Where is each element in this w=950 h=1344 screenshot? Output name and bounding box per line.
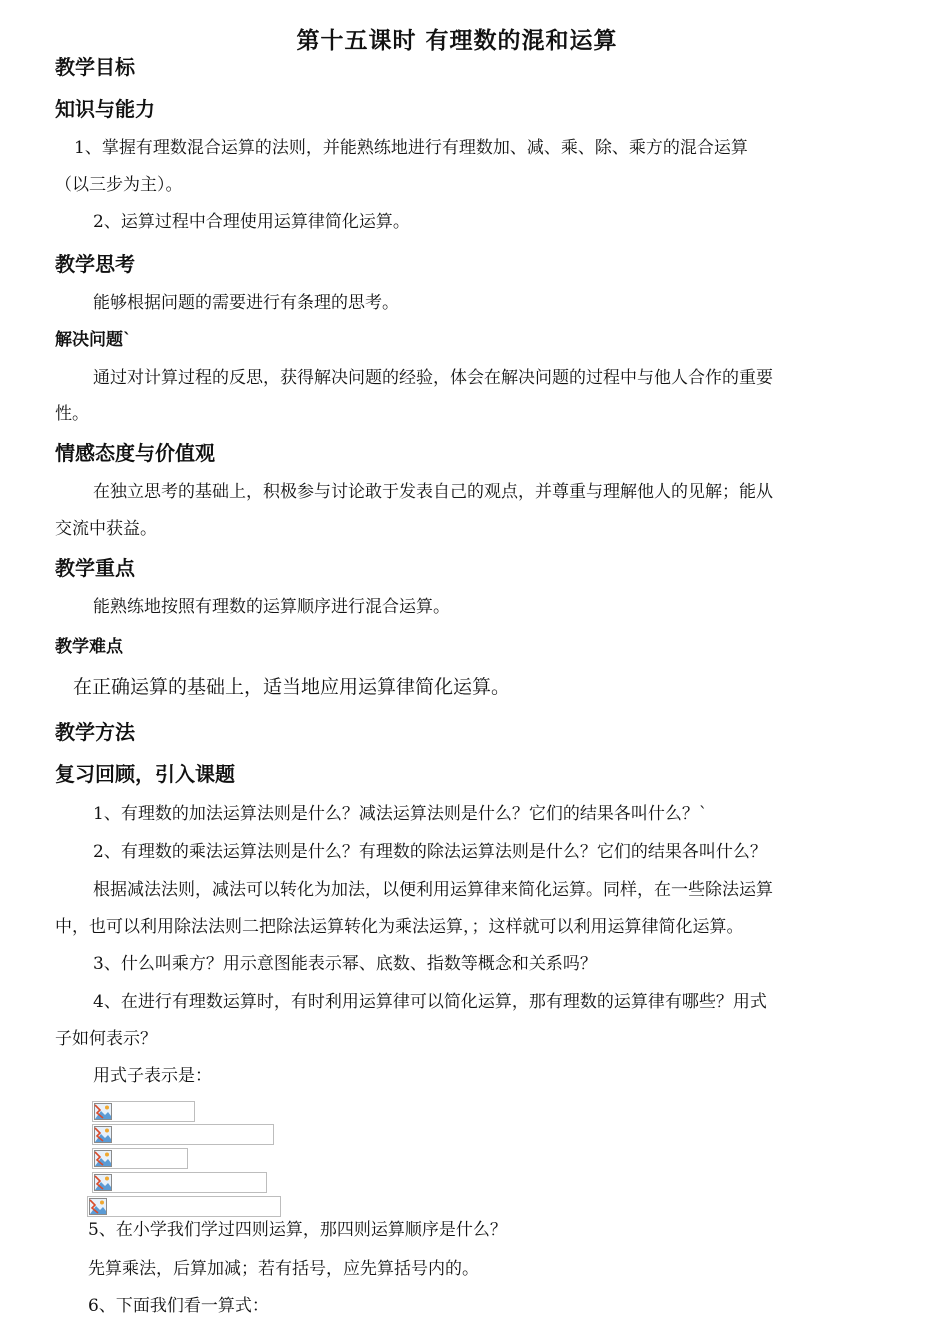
heading-difficulty: 教学难点 bbox=[55, 637, 123, 657]
broken-image-icon bbox=[94, 1174, 112, 1191]
heading-problem-solving: 解决问题` bbox=[55, 330, 132, 350]
heading-review: 复习回顾，引入课题 bbox=[55, 762, 235, 786]
paragraph-review-6: 6、下面我们看一算式： bbox=[88, 1296, 269, 1316]
paragraph-problem: 通过对计算过程的反思，获得解决问题的经验，体会在解决问题的过程中与他人合作的重要 bbox=[93, 368, 773, 388]
broken-image-icon bbox=[94, 1126, 112, 1143]
heading-objectives: 教学目标 bbox=[55, 55, 135, 79]
heading-knowledge: 知识与能力 bbox=[55, 97, 155, 121]
paragraph-review-5-answer: 先算乘法，后算加减；若有括号，应先算括号内的。 bbox=[88, 1259, 479, 1279]
paragraph-problem-cont: 性。 bbox=[55, 404, 89, 424]
paragraph-review-4-cont: 子如何表示？ bbox=[55, 1029, 157, 1049]
paragraph-knowledge-1-cont: （以三步为主）。 bbox=[55, 175, 183, 195]
paragraph-knowledge-1: 1、掌握有理数混合运算的法则，并能熟练地进行有理数加、减、乘、除、乘方的混合运算 bbox=[74, 138, 748, 158]
formula-image-2 bbox=[92, 1124, 274, 1145]
formula-image-1 bbox=[92, 1101, 195, 1122]
broken-image-icon bbox=[94, 1103, 112, 1120]
document-title: 第十五课时 有理数的混和运算 bbox=[296, 28, 618, 54]
paragraph-review-1: 1、有理数的加法运算法则是什么？减法运算法则是什么？它们的结果各叫什么？` bbox=[93, 804, 708, 824]
paragraph-thinking: 能够根据问题的需要进行有条理的思考。 bbox=[93, 293, 399, 313]
heading-method: 教学方法 bbox=[55, 720, 135, 744]
heading-emotion: 情感态度与价值观 bbox=[55, 441, 215, 465]
paragraph-review-5: 5、在小学我们学过四则运算，那四则运算顺序是什么？ bbox=[88, 1220, 507, 1240]
paragraph-emotion: 在独立思考的基础上，积极参与讨论敢于发表自己的观点，并尊重与理解他人的见解；能从 bbox=[93, 482, 773, 502]
paragraph-keypoints: 能熟练地按照有理数的运算顺序进行混合运算。 bbox=[93, 597, 450, 617]
heading-thinking: 教学思考 bbox=[55, 252, 135, 276]
paragraph-review-4-formula-intro: 用式子表示是： bbox=[93, 1066, 212, 1086]
broken-image-icon bbox=[94, 1150, 112, 1167]
paragraph-review-2-note-cont: 中，也可以利用除法法则二把除法运算转化为乘法运算，；这样就可以利用运算律简化运算。 bbox=[55, 917, 744, 937]
paragraph-emotion-cont: 交流中获益。 bbox=[55, 519, 157, 539]
paragraph-review-3: 3、什么叫乘方？用示意图能表示幂、底数、指数等概念和关系吗？ bbox=[93, 954, 597, 974]
paragraph-review-2: 2、有理数的乘法运算法则是什么？有理数的除法运算法则是什么？它们的结果各叫什么？ bbox=[93, 842, 767, 862]
paragraph-knowledge-2: 2、运算过程中合理使用运算律简化运算。 bbox=[93, 212, 410, 232]
paragraph-difficulty: 在正确运算的基础上，适当地应用运算律简化运算。 bbox=[73, 676, 511, 698]
paragraph-review-4: 4、在进行有理数运算时，有时利用运算律可以简化运算，那有理数的运算律有哪些？用式 bbox=[93, 992, 767, 1012]
heading-keypoints: 教学重点 bbox=[55, 556, 135, 580]
formula-image-3 bbox=[92, 1148, 188, 1169]
paragraph-review-2-note: 根据减法法则，减法可以转化为加法，以便利用运算律来简化运算。同样，在一些除法运算 bbox=[93, 880, 773, 900]
formula-image-4 bbox=[92, 1172, 267, 1193]
